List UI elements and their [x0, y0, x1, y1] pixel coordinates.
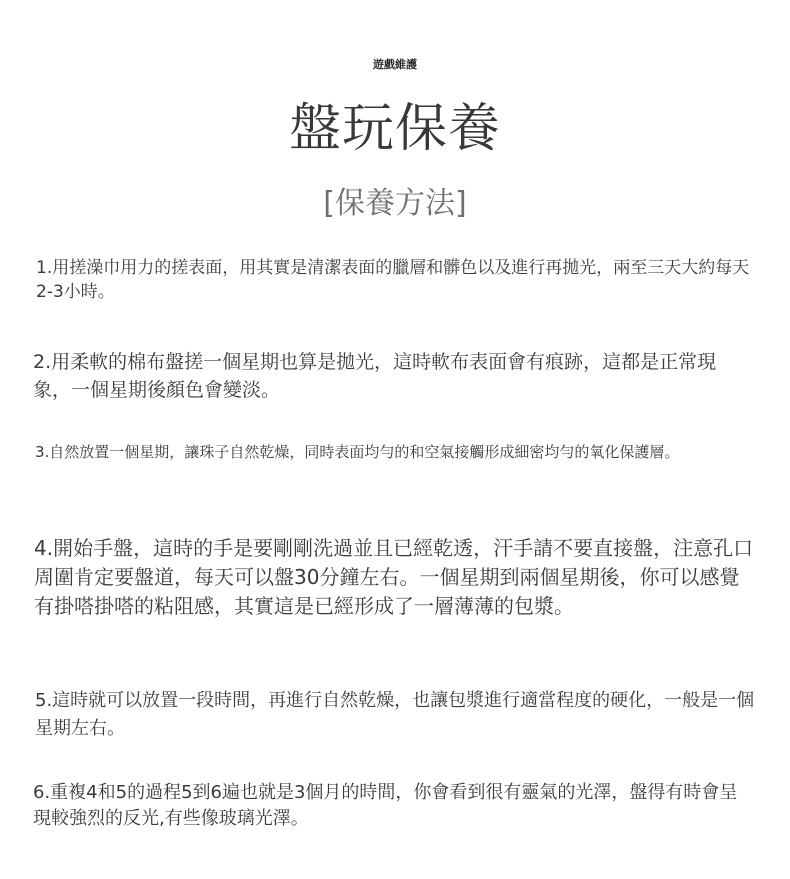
step-1-paragraph: 1.用搓澡巾用力的搓表面，用其實是清潔表面的臘層和髒色以及進行再拋光，兩至三天大約每天2-3小時。	[36, 258, 750, 302]
section-subtitle: [保養方法]	[323, 186, 467, 221]
step-5-paragraph: 5.這時就可以放置一段時間，再進行自然乾燥，也讓包漿進行適當程度的硬化，一般是一個星期左右。	[35, 690, 755, 739]
step-6-paragraph: 6.重複4和5的過程5到6遍也就是3個月的時間，你會看到很有靈氣的光澤，盤得有時會呈現較強烈的反光,有些像玻璃光澤。	[33, 782, 738, 829]
page-title: 盤玩保養	[288, 99, 501, 159]
step-2-paragraph: 2.用柔軟的棉布盤搓一個星期也算是拋光，這時軟布表面會有痕跡，這都是正常現象，一個星期後顏色會變淡。	[33, 351, 717, 401]
step-3-paragraph: 3.自然放置一個星期，讓珠子自然乾燥，同時表面均勻的和空氣接觸形成細密均勻的氧化保護層。	[35, 443, 680, 461]
header-tag: 遊戲維護	[373, 58, 417, 71]
step-4-paragraph: 4.開始手盤，這時的手是要剛剛洗過並且已經乾透，汗手請不要直接盤，注意孔口周圍肯定要盤道，每天可以盤30分鐘左右。一個星期到兩個星期後，你可以感覺有掛嗒掛嗒的粘阻感，其實這是已經形成了一層薄薄的包漿。	[34, 536, 754, 618]
